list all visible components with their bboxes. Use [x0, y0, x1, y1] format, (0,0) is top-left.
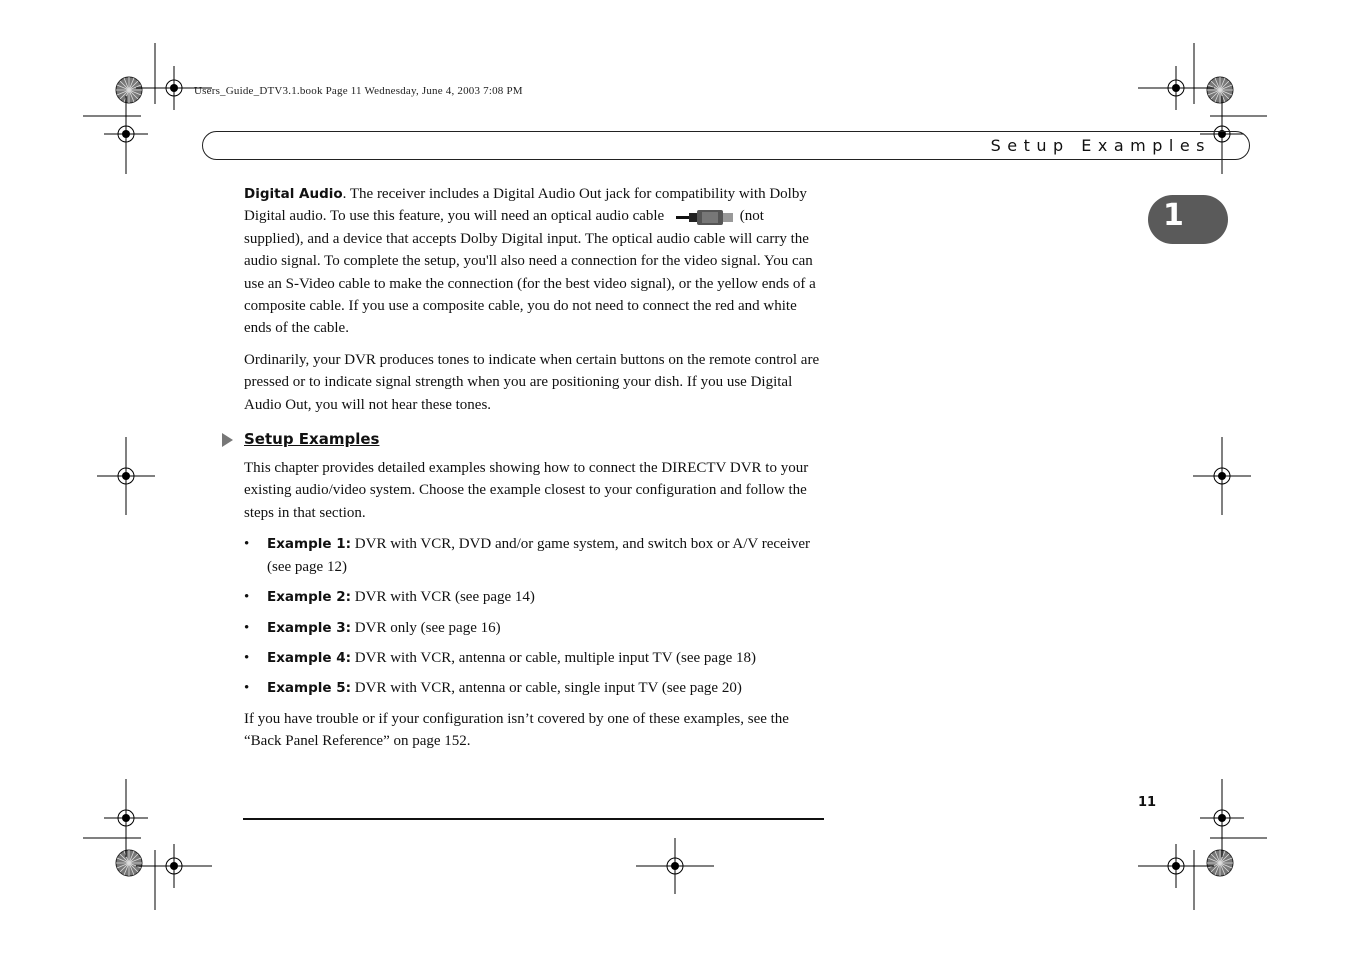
- print-slug: Users_Guide_DTV3.1.book Page 11 Wednesday, June 4, 2003 7:08 PM: [194, 85, 523, 97]
- list-item: [244, 617, 826, 639]
- example-label: Example 2:: [267, 589, 352, 606]
- bullet: •: [244, 680, 250, 697]
- example-text: DVR with VCR, antenna or cable, multiple input TV (see page 18): [351, 649, 756, 666]
- footer-rule: [243, 818, 824, 820]
- section-heading-link[interactable]: Setup Examples: [244, 430, 380, 449]
- list-item: [244, 533, 826, 578]
- example-label: Example 5:: [267, 680, 352, 697]
- section-intro: This chapter provides detailed examples showing how to connect the DIRECTV DVR to your existing audio/video system. Choose the example closest to your configuration and follow the steps in that section.: [244, 460, 809, 521]
- section-heading-row: [244, 425, 826, 455]
- digital-audio-paragraph: [244, 183, 826, 340]
- running-header-title: Setup Examples: [990, 136, 1211, 155]
- list-item: [244, 586, 826, 608]
- example-label: Example 1:: [267, 536, 352, 553]
- list-item: [244, 677, 826, 699]
- example-text: DVR with VCR (see page 14): [351, 589, 535, 606]
- page-body: [244, 183, 826, 762]
- digital-audio-text-1: . The receiver includes a Digital Audio Out jack for compatibility with Dolby Digital audio. To use this feature, you will need an optical audio cable: [244, 186, 807, 225]
- digital-audio-text-2: (not supplied), and a device that accepts Dolby Digital input. The optical audio cable will carry the audio signal. To complete the setup, you'll also need a connection for the video signal. You can use an S-Video cable to make the connection (for the best video signal), or the yellow ends of a composite cable. If you use a composite cable, you do not need to connect the red and white ends of the cable.: [244, 208, 816, 337]
- example-text: DVR with VCR, antenna or cable, single input TV (see page 20): [351, 680, 742, 697]
- example-label: Example 3:: [267, 619, 352, 636]
- page-number: 11: [1138, 795, 1157, 810]
- bullet: •: [244, 649, 250, 666]
- list-item: [244, 647, 826, 669]
- triangle-right-icon: [222, 433, 233, 447]
- digital-audio-lead: Digital Audio: [244, 186, 343, 202]
- chapter-tab: [1148, 195, 1228, 244]
- bullet: •: [244, 619, 250, 636]
- examples-list: [244, 533, 826, 699]
- optical-cable-icon: [676, 207, 736, 227]
- example-label: Example 4:: [267, 649, 352, 666]
- example-text: DVR with VCR, DVD and/or game system, and switch box or A/V receiver (see page 12): [267, 536, 811, 575]
- tones-paragraph: Ordinarily, your DVR produces tones to indicate when certain buttons on the remote control are pressed or to indicate signal strength when you are positioning your dish. If you use Digital Audio Out, you will not hear these tones.: [244, 351, 820, 413]
- closing-paragraph: If you have trouble or if your configuration isn’t covered by one of these examples, see the “Back Panel Reference” on page 152.: [244, 710, 789, 750]
- chapter-number: 1: [1163, 198, 1184, 233]
- example-text: DVR only (see page 16): [351, 619, 501, 636]
- bullet: •: [244, 589, 250, 606]
- bullet: •: [244, 536, 250, 553]
